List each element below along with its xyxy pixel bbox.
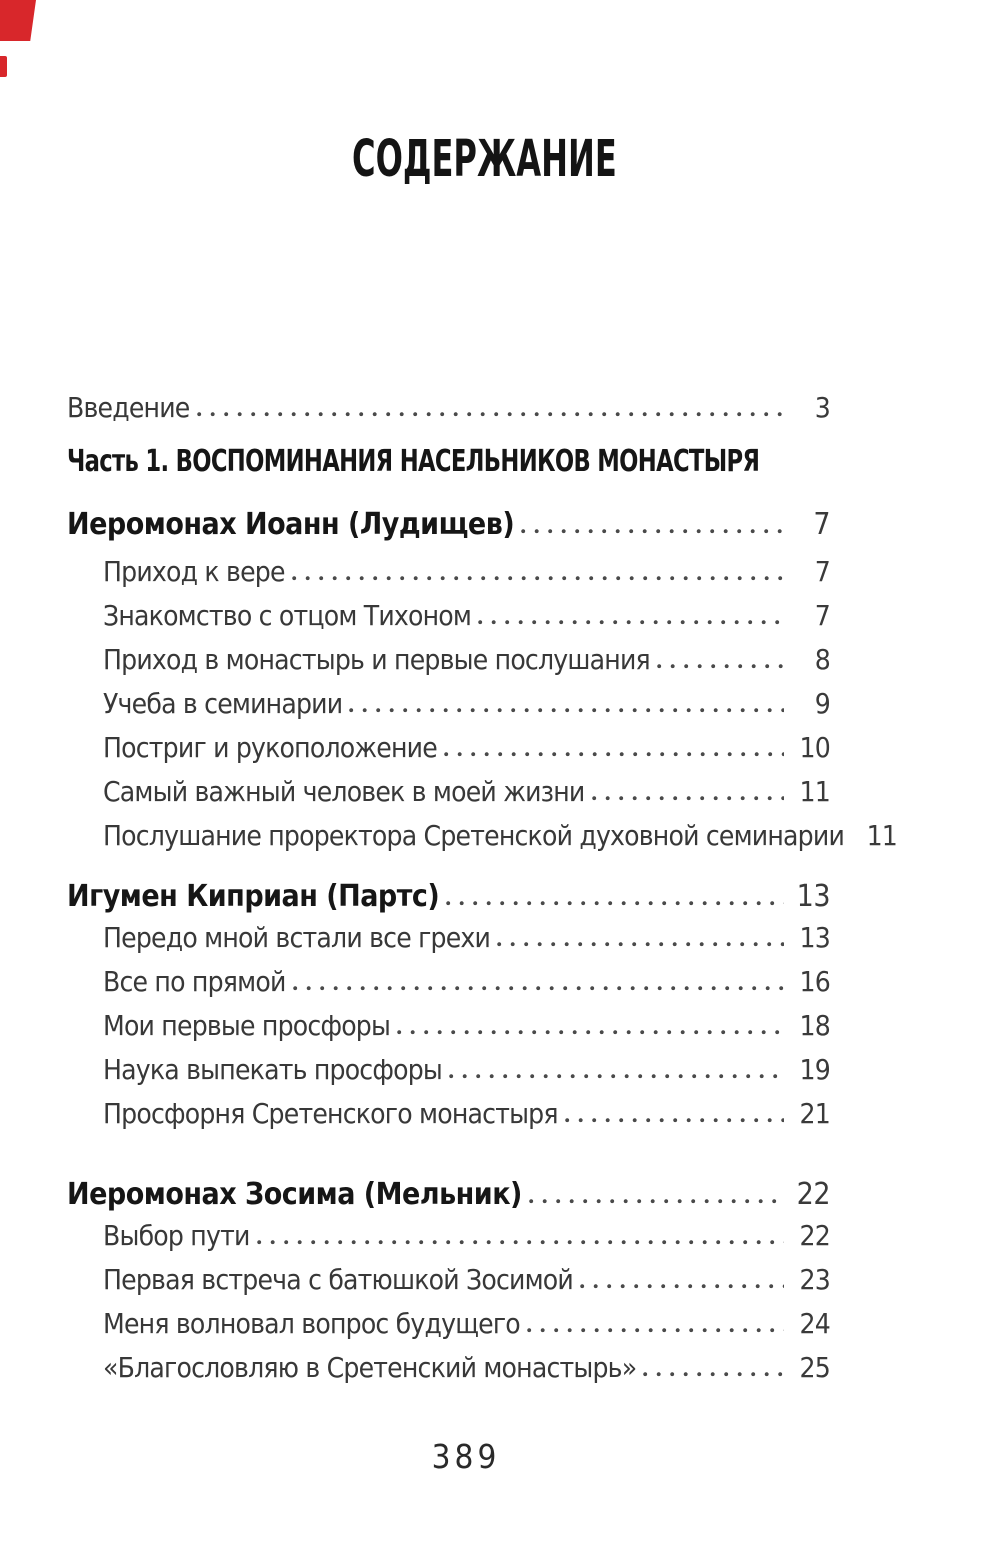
toc-entry: [67, 916, 830, 960]
toc-entry-page: 7: [814, 555, 830, 588]
toc-entry-label: Наука выпекать просфоры: [103, 1053, 442, 1086]
toc-entry-page: 13: [796, 879, 830, 914]
dot-leader: [292, 550, 784, 594]
toc-entry-page: 10: [799, 731, 830, 764]
toc-entry-label: Знакомство с отцом Тихоном: [103, 599, 472, 632]
scan-artifact-red-mark-small: [0, 56, 7, 77]
toc-entry-page: 11: [866, 819, 898, 852]
toc-entry-label: Первая встреча с батюшкой Зосимой: [103, 1263, 573, 1296]
toc-entry: [67, 875, 830, 919]
toc-entry-label: Послушание проректора Сретенской духовной семинарии: [103, 819, 845, 852]
toc-entry: [67, 682, 830, 726]
toc-entry-label: Приход в монастырь и первые послушания: [103, 643, 650, 676]
toc-entry-page: 21: [799, 1097, 830, 1130]
toc-entry-label: Иеромонах Иоанн (Лудищев): [67, 507, 515, 542]
toc-entry-label: Постриг и рукоположение: [103, 731, 437, 764]
toc-entry-label: Игумен Киприан (Партс): [67, 879, 440, 914]
toc-entry-label: Приход к вере: [103, 555, 285, 588]
page-number: 389: [431, 1437, 501, 1476]
toc-entry-label: Учеба в семинарии: [103, 687, 343, 720]
dot-leader: [521, 503, 784, 547]
toc-entry: [67, 814, 898, 858]
dot-leader: [497, 916, 784, 960]
toc-entry: [67, 1346, 830, 1390]
toc-entry-page: 11: [799, 775, 830, 808]
toc-entry: [67, 770, 830, 814]
toc-entry: [67, 503, 830, 547]
dot-leader: [444, 726, 784, 770]
scan-artifact-red-mark-top: [0, 0, 36, 41]
toc-entry-label: Меня волновал вопрос будущего: [103, 1307, 520, 1340]
toc-entry: [67, 386, 830, 430]
dot-leader: [592, 770, 785, 814]
dot-leader: [580, 1258, 784, 1302]
toc-entry: [67, 1302, 830, 1346]
toc-entry-label: Передо мной встали все грехи: [103, 921, 491, 954]
toc-entry-label: Самый важный человек в моей жизни: [103, 775, 585, 808]
toc-entry-page: 13: [799, 921, 830, 954]
toc-entry-page: 18: [799, 1009, 830, 1042]
table-of-contents: [67, 386, 898, 1390]
toc-entry: [67, 1004, 830, 1048]
dot-leader: [527, 1302, 784, 1346]
dot-leader: [257, 1214, 784, 1258]
dot-leader: [449, 1048, 784, 1092]
toc-entry-page: 7: [814, 599, 830, 632]
toc-entry-page: 23: [799, 1263, 830, 1296]
toc-entry-page: 3: [814, 391, 830, 424]
toc-entry-label: Часть 1. ВОСПОМИНАНИЯ НАСЕЛЬНИКОВ МОНАСТЫРЯ: [67, 444, 760, 479]
dot-leader: [446, 875, 784, 919]
dot-leader: [397, 1004, 784, 1048]
toc-entry-page: 8: [814, 643, 830, 676]
toc-entry: [67, 960, 830, 1004]
toc-entry-page: 22: [796, 1177, 830, 1212]
toc-entry-label: «Благословляю в Сретенский монастырь»: [103, 1351, 637, 1384]
toc-entry-label: Выбор пути: [103, 1219, 250, 1252]
toc-entry: [67, 1258, 830, 1302]
dot-leader: [657, 638, 784, 682]
dot-leader: [197, 386, 785, 430]
toc-entry: [67, 726, 830, 770]
toc-entry: [67, 1092, 830, 1136]
page-title: СОДЕРЖАНИЕ: [352, 130, 617, 189]
toc-entry: [67, 1173, 830, 1217]
dot-leader: [529, 1173, 784, 1217]
toc-entry-page: 19: [799, 1053, 830, 1086]
toc-entry-page: 16: [799, 965, 830, 998]
toc-entry-page: 7: [813, 507, 830, 542]
toc-entry-label: Мои первые просфоры: [103, 1009, 391, 1042]
toc-entry-label: Все по прямой: [103, 965, 286, 998]
dot-leader: [349, 682, 784, 726]
toc-entry: [67, 1048, 830, 1092]
toc-entry-page: 25: [799, 1351, 830, 1384]
toc-entry-label: Введение: [67, 391, 190, 424]
dot-leader: [478, 594, 784, 638]
dot-leader: [293, 960, 784, 1004]
toc-entry-label: Иеромонах Зосима (Мельник): [67, 1177, 522, 1212]
toc-entry-label: Просфорня Сретенского монастыря: [103, 1097, 558, 1130]
toc-entry-page: 24: [799, 1307, 830, 1340]
toc-entry-page: 9: [814, 687, 830, 720]
toc-entry: [67, 594, 830, 638]
toc-entry: [67, 550, 830, 594]
toc-entry-page: 22: [799, 1219, 830, 1252]
toc-entry: [67, 1214, 830, 1258]
toc-entry: [67, 638, 830, 682]
toc-part-heading: [67, 440, 830, 484]
dot-leader: [643, 1346, 784, 1390]
dot-leader: [565, 1092, 784, 1136]
